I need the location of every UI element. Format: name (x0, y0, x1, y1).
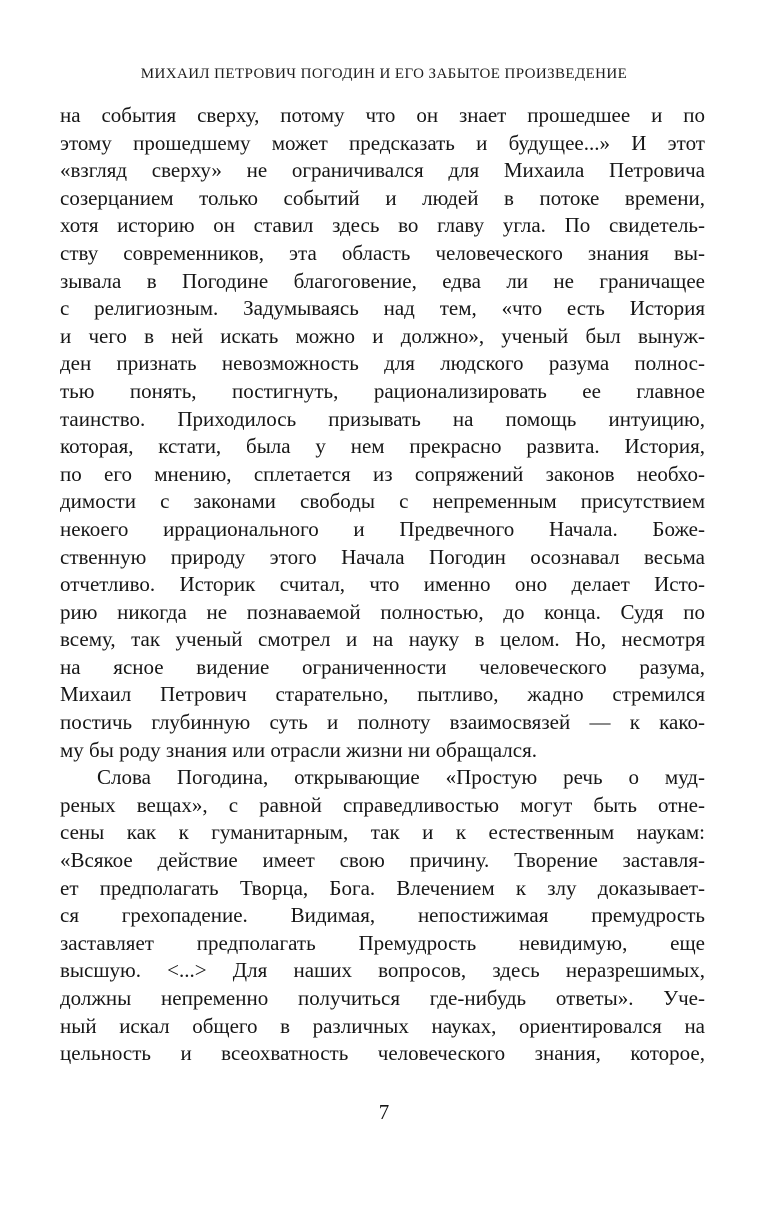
text-line: ден признать невозможность для людского разума полнос- (60, 351, 705, 376)
text-line: таинство. Приходилось призывать на помощь интуицию, (60, 406, 705, 431)
text-line: на события сверху, потому что он знает прошедшее и по (60, 103, 705, 127)
text-line: отчетливо. Историк считал, что именно оно делает Исто- (60, 572, 705, 597)
text-line: высшую. <...> Для наших вопросов, здесь неразрешимых, (60, 958, 705, 983)
text-line: димости с законами свободы с непременным присутствием (60, 489, 705, 514)
text-line: Михаил Петрович старательно, пытливо, жадно стремился (60, 682, 705, 707)
text-line: которая, кстати, была у нем прекрасно развита. История, (60, 434, 705, 459)
text-line: ственную природу этого Начала Погодин осознавал весьма (60, 544, 705, 569)
text-line: реных вещах», с равной справедливостью могут быть отне- (60, 792, 705, 817)
text-line: ет предполагать Творца, Бога. Влечением к злу доказывает- (60, 875, 705, 900)
text-line: по его мнению, сплетается из сопряжений законов необхо- (60, 461, 705, 486)
text-line: тью понять, постигнуть, рационализировать ее главное (60, 378, 705, 403)
body-text (60, 102, 705, 1068)
text-line: сены как к гуманитарным, так и к естественным наукам: (60, 820, 705, 845)
text-line: ству современников, эта область человеческого знания вы- (60, 240, 705, 265)
text-line: ный искал общего в различных науках, ориентировался на (60, 1013, 705, 1038)
page-number: 7 (378, 1100, 390, 1124)
text-line: на ясное видение ограниченности человеческого разума, (60, 654, 705, 679)
text-line: некоего иррационального и Предвечного Начала. Боже- (60, 516, 705, 541)
text-line: созерцанием только событий и людей в потоке времени, (60, 185, 705, 210)
text-line: этому прошедшему может предсказать и будущее...» И этот (60, 130, 705, 155)
text-line: «Всякое действие имеет свою причину. Творение заставля- (60, 848, 705, 873)
text-line: должны непременно получиться где-нибудь ответы». Уче- (60, 986, 705, 1010)
text-line: с религиозным. Задумываясь над тем, «что есть История (60, 296, 705, 321)
text-line: Слова Погодина, открывающие «Простую речь о муд- (97, 765, 705, 790)
text-line: рию никогда не познаваемой полностью, до конца. Судя по (60, 599, 705, 624)
text-line: постичь глубинную суть и полноту взаимосвязей — к како- (60, 710, 705, 735)
text-line: цельность и всеохватность человеческого знания, которое, (60, 1041, 705, 1066)
text-line: му бы роду знания или отрасли жизни ни обращался. (60, 737, 538, 762)
text-line: хотя историю он ставил здесь во главу угла. По свидетель- (60, 213, 705, 238)
text-line: и чего в ней искать можно и должно», ученый был вынуж- (60, 323, 705, 348)
running-header: МИХАИЛ ПЕТРОВИЧ ПОГОДИН И ЕГО ЗАБЫТОЕ ПРОИЗВЕДЕНИЕ (140, 66, 628, 82)
text-line: «взгляд сверху» не ограничивался для Михаила Петровича (60, 158, 705, 183)
text-line: всему, так ученый смотрел и на науку в целом. Но, несмотря (60, 627, 705, 652)
text-line: заставляет предполагать Премудрость невидимую, еще (60, 930, 705, 955)
text-line: ся грехопадение. Видимая, непостижимая премудрость (60, 903, 705, 928)
text-line: зывала в Погодине благоговение, едва ли не граничащее (60, 268, 705, 293)
